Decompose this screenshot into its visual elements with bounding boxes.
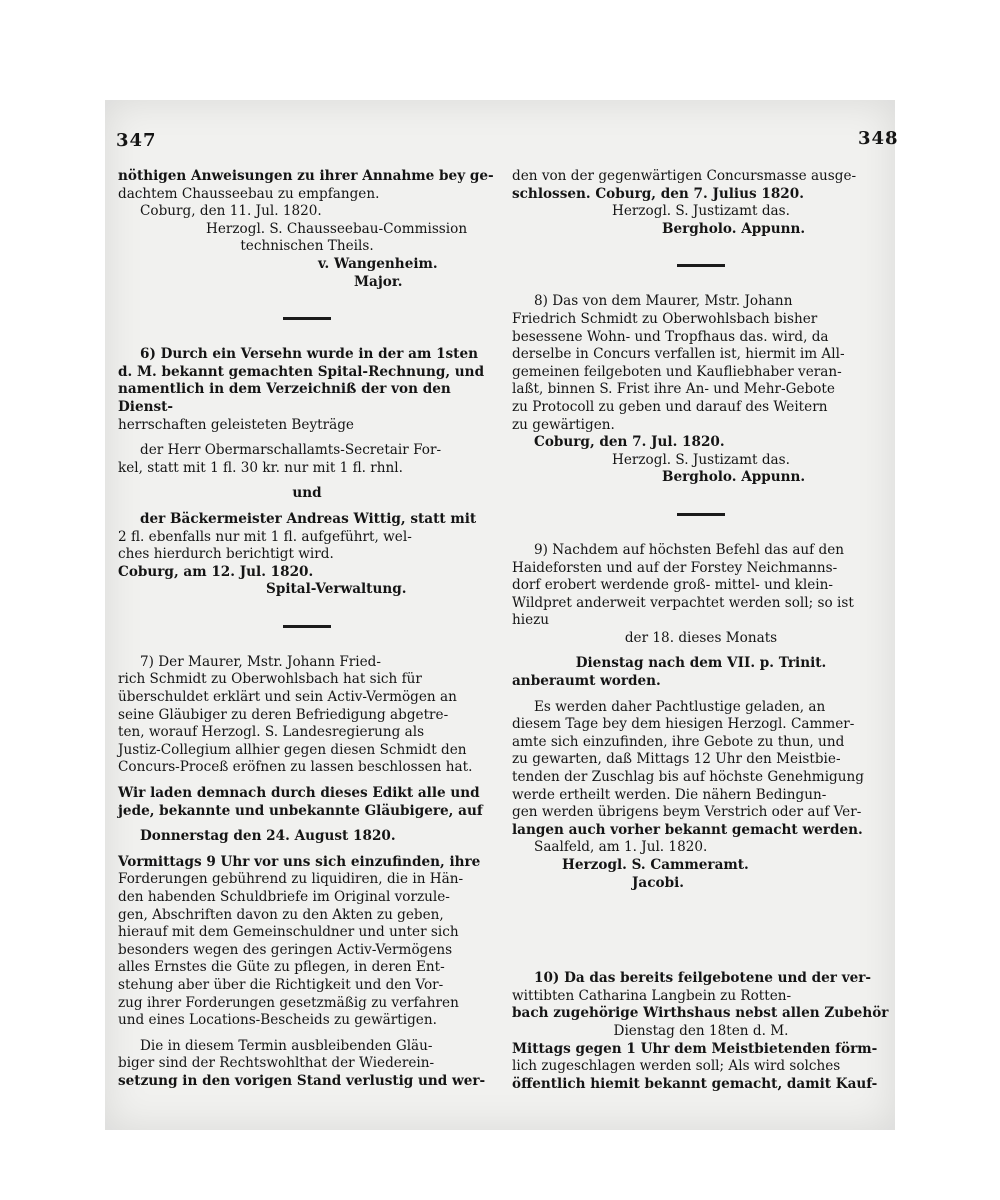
section-divider <box>283 317 331 320</box>
text-line: 2 fl. ebenfalls nur mit 1 fl. aufgeführt, wel- <box>118 528 412 545</box>
text-line: hierauf mit dem Gemeinschuldner und unter sich <box>118 924 459 941</box>
text-line: lich zugeschlagen werden soll; Als wird solches <box>512 1058 841 1075</box>
section-divider <box>677 513 725 516</box>
right-column <box>512 168 890 1093</box>
text-line: seine Gläubiger zu deren Befriedigung abgetre- <box>118 706 449 723</box>
text-line: den habenden Schuldbriefe im Original vorzule- <box>118 889 450 905</box>
text-line: Es werden daher Pachtlustige geladen, an <box>534 698 826 715</box>
text-line: 10) Da das bereits feilgebotene und der ver- <box>534 970 872 987</box>
text-line: Dienstag nach dem VII. p. Trinit. <box>575 655 827 672</box>
text-line: Friedrich Schmidt zu Oberwohlsbach bisher <box>512 310 818 327</box>
text-line: Herzogl. S. Chausseebau-Commission <box>206 220 468 237</box>
text-line: schlossen. Coburg, den 7. Julius 1820. <box>512 185 804 202</box>
text-line: wittibten Catharina Langbein zu Rotten- <box>512 987 792 1004</box>
text-line: ches hierdurch berichtigt wird. <box>118 546 334 563</box>
text-line: 9) Nachdem auf höchsten Befehl das auf den <box>534 541 845 558</box>
text-line: Donnerstag den 24. August 1820. <box>140 828 396 845</box>
text-line: Haideforsten und auf der Forstey Neichmanns- <box>512 559 838 576</box>
text-line: bach zugehörige Wirthshaus nebst allen Zubehör <box>512 1005 889 1022</box>
text-line: setzung in den vorigen Stand verlustig und wer- <box>118 1072 486 1089</box>
text-line: langen auch vorher bekannt gemacht werden. <box>512 821 863 838</box>
text-line: besonders wegen des geringen Activ-Vermögens <box>118 941 453 958</box>
text-line: namentlich in dem Verzeichniß der von den Dienst- <box>118 381 451 415</box>
text-line: dachtem Chausseebau zu empfangen. <box>118 185 380 202</box>
text-line: der Bäckermeister Andreas Wittig, statt mit <box>140 510 477 527</box>
left-column <box>118 168 496 1091</box>
text-line: technischen Theils. <box>240 238 374 255</box>
text-line: 8) Das von dem Maurer, Mstr. Johann <box>534 293 793 310</box>
text-line: gemeinen feilgeboten und Kaufliebhaber veran- <box>512 363 842 380</box>
text-line: biger sind der Rechtswohlthat der Wiederein- <box>118 1055 435 1072</box>
text-line: dorf erobert werdende groß- mittel- und klein- <box>512 577 833 594</box>
text-line: gen, Abschriften davon zu den Akten zu geben, <box>118 906 444 923</box>
text-line: Vormittags 9 Uhr vor uns sich einzufinden, ihre <box>118 853 481 870</box>
signature-name: Spital-Verwaltung. <box>266 581 407 598</box>
section-divider <box>283 625 331 628</box>
text-line: der Herr Obermarschallamts-Secretair For- <box>140 442 442 459</box>
text-line: nöthigen Anweisungen zu ihrer Annahme bey ge- <box>118 168 494 184</box>
text-line: zug ihrer Forderungen gesetzmäßig zu verfahren <box>118 994 459 1011</box>
text-line: überschuldet erklärt und sein Activ-Vermögen an <box>118 689 457 706</box>
text-line: 6) Durch ein Versehn wurde in der am 1sten <box>140 346 478 363</box>
text-line: alles Ernstes die Güte zu pflegen, in deren Ent- <box>118 959 445 976</box>
text-line: 7) Der Maurer, Mstr. Johann Fried- <box>140 653 381 670</box>
text-line: anberaumt worden. <box>512 673 661 690</box>
text-line: Coburg, am 12. Jul. 1820. <box>118 563 314 580</box>
text-line: d. M. bekannt gemachten Spital-Rechnung, und <box>118 363 485 380</box>
signature-name: v. Wangenheim. <box>318 255 438 272</box>
section-divider <box>677 264 725 267</box>
text-line: Coburg, den 7. Jul. 1820. <box>534 434 725 451</box>
text-line: jede, bekannte und unbekannte Gläubigere, auf <box>118 802 483 819</box>
text-line: Herzogl. S. Justizamt das. <box>612 451 790 468</box>
text-line: gen werden übrigens beym Verstrich oder auf Ver- <box>512 804 862 821</box>
text-line: Justiz-Collegium allhier gegen diesen Schmidt den <box>118 741 467 758</box>
text-line: und <box>292 485 322 502</box>
text-line: zu Protocoll zu geben und darauf des Weitern <box>512 398 828 415</box>
text-line: kel, statt mit 1 fl. 30 kr. nur mit 1 fl. rhnl. <box>118 459 403 476</box>
text-line: werde ertheilt werden. Die nähern Bedingun- <box>512 786 827 803</box>
text-line: besessene Wohn- und Tropfhaus das. wird, da <box>512 328 829 345</box>
text-line: Die in diesem Termin ausbleibenden Gläu- <box>140 1037 433 1054</box>
text-line: tenden der Zuschlag bis auf höchste Genehmigung <box>512 769 864 786</box>
text-line: zu gewarten, daß Mittags 12 Uhr den Meistbie- <box>512 751 841 768</box>
text-line: amte sich einzufinden, ihre Gebote zu thun, und <box>512 733 845 750</box>
text-line: derselbe in Concurs verfallen ist, hiermit im All- <box>512 346 845 363</box>
signature-title: Major. <box>354 273 403 290</box>
page-number-left: 347 <box>116 130 157 151</box>
text-line: öffentlich hiemit bekannt gemacht, damit Kauf- <box>512 1075 878 1092</box>
text-line: diesem Tage bey dem hiesigen Herzogl. Cammer- <box>512 716 855 733</box>
text-line: stehung aber über die Richtigkeit und den Vor- <box>118 976 444 993</box>
text-line: laßt, binnen S. Frist ihre An- und Mehr-Gebote <box>512 381 835 398</box>
text-line: herrschaften geleisteten Beyträge <box>118 416 354 433</box>
signature-name: Jacobi. <box>632 874 684 891</box>
text-line: Mittags gegen 1 Uhr dem Meistbietenden förm- <box>512 1040 878 1057</box>
text-line: der 18. dieses Monats <box>624 629 778 646</box>
text-line: den von der gegenwärtigen Concursmasse ausge- <box>512 168 857 184</box>
text-line: Herzogl. S. Justizamt das. <box>612 203 790 220</box>
text-line: ten, worauf Herzogl. S. Landesregierung als <box>118 724 425 741</box>
text-line: Herzogl. S. Cammeramt. <box>562 857 749 873</box>
text-line: Forderungen gebührend zu liquidiren, die in Hän- <box>118 871 464 888</box>
signature-name: Bergholo. Appunn. <box>662 220 806 237</box>
signature-name: Bergholo. Appunn. <box>662 469 806 486</box>
text-line: und eines Locations-Bescheids zu gewärtigen. <box>118 1012 437 1029</box>
text-line: Dienstag den 18ten d. M. <box>613 1022 789 1039</box>
text-line: Concurs-Proceß eröfnen zu lassen beschlossen hat. <box>118 759 473 776</box>
text-line: hiezu <box>512 612 550 629</box>
text-line: rich Schmidt zu Oberwohlsbach hat sich für <box>118 671 422 688</box>
text-line: Wildpret anderweit verpachtet werden soll; so ist <box>512 594 854 611</box>
text-line: Wir laden demnach durch dieses Edikt alle und <box>118 785 480 802</box>
text-line: Saalfeld, am 1. Jul. 1820. <box>534 839 708 856</box>
page-number-right: 348 <box>858 128 899 149</box>
text-line: zu gewärtigen. <box>512 416 615 433</box>
text-line: Coburg, den 11. Jul. 1820. <box>140 203 322 220</box>
